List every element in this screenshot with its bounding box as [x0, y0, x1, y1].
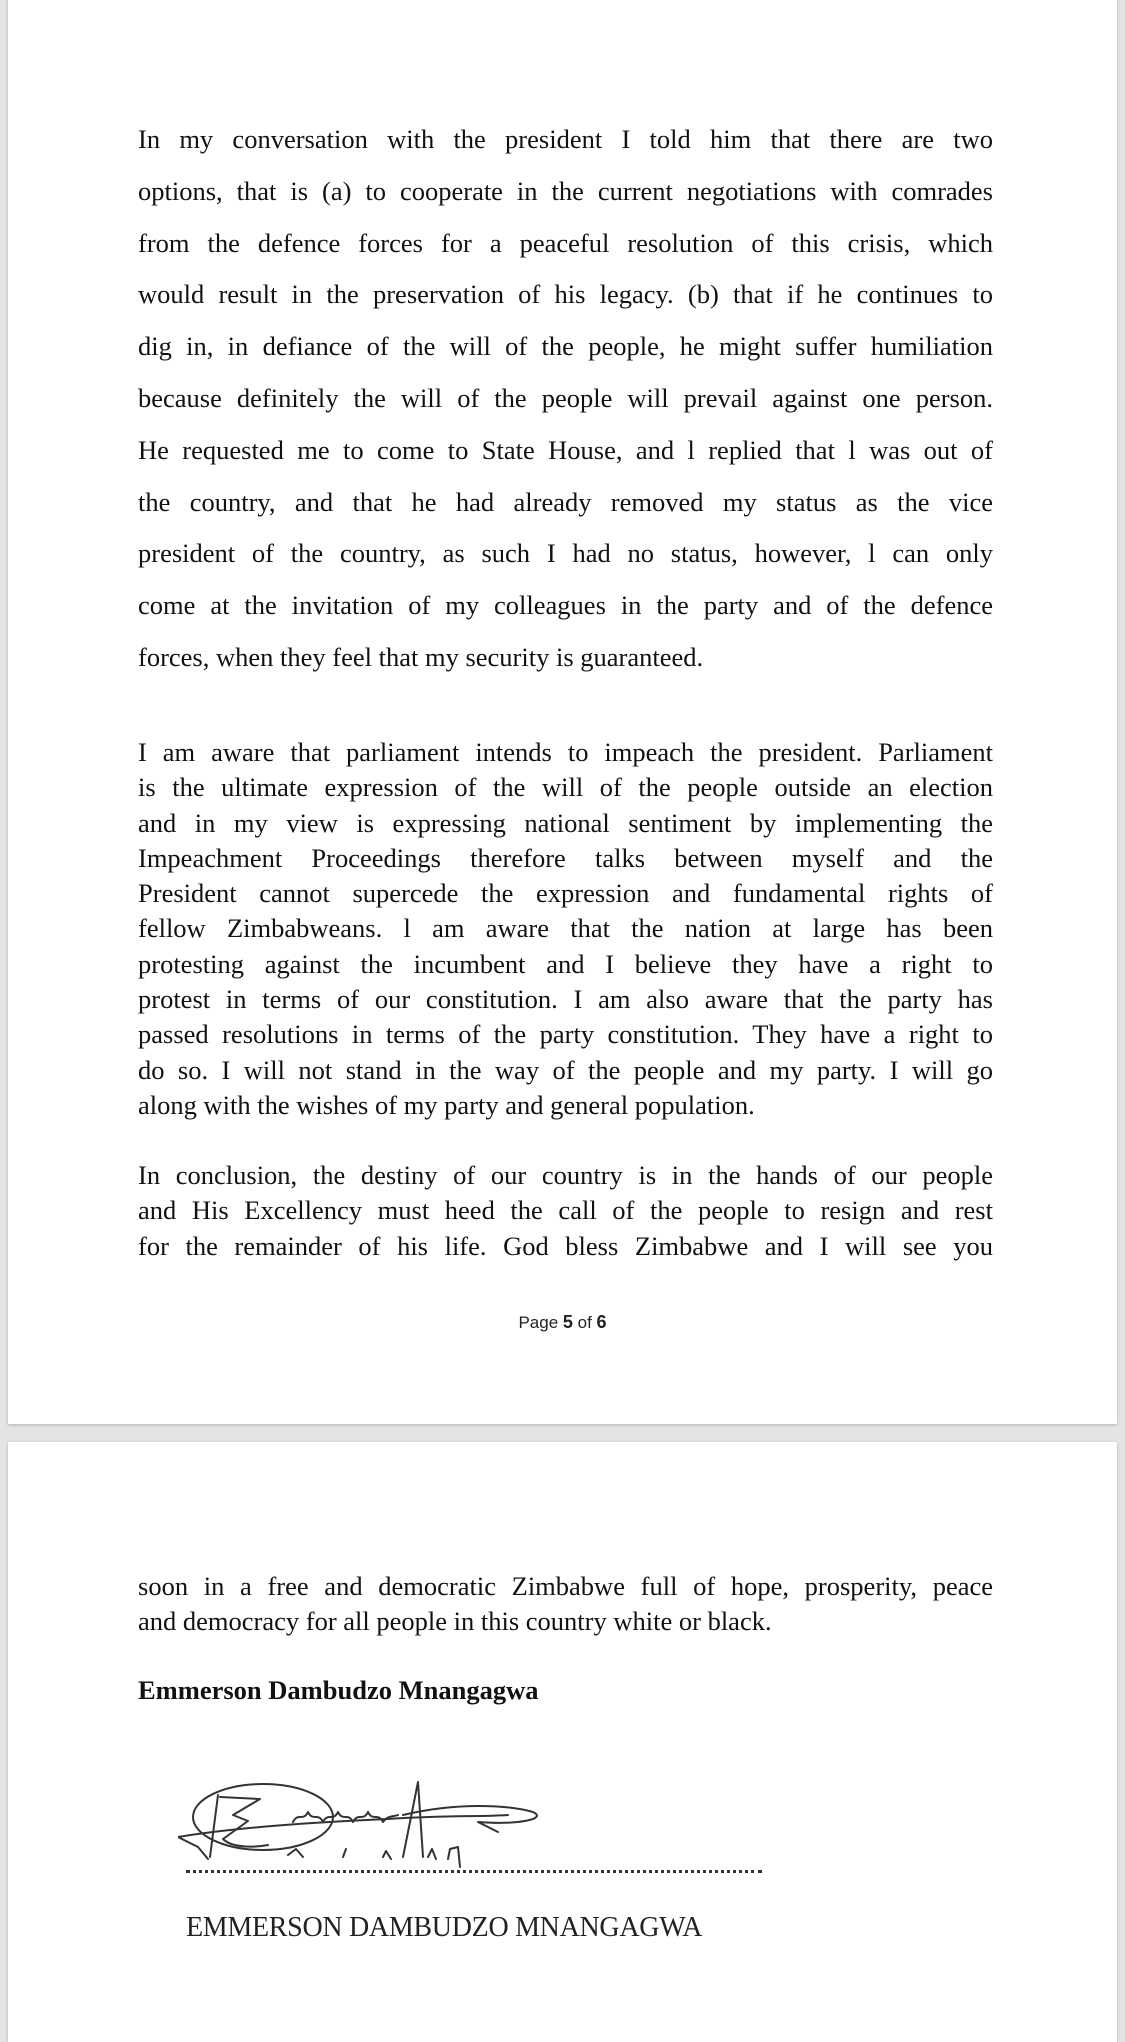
- paragraph-conversation: [138, 114, 993, 684]
- signature-icon: [178, 1777, 618, 1877]
- text-line: from the defence forces for a peaceful resolution of this crisis, which: [138, 227, 993, 258]
- document-page-6: [8, 1442, 1117, 2042]
- text-line: and in my view is expressing national sentiment by implementing the: [138, 807, 993, 838]
- text-line: fellow Zimbabweans. l am aware that the nation at large has been: [138, 913, 993, 944]
- text-line: In conclusion, the destiny of our country is in the hands of our people: [138, 1160, 993, 1190]
- page-label: Page: [518, 1313, 563, 1332]
- text-line: forces, when they feel that my security is guaranteed.: [138, 641, 704, 672]
- signer-name-caps: EMMERSON DAMBUDZO MNANGAGWA: [186, 1912, 703, 1943]
- paragraph-closing: [138, 1569, 993, 1640]
- signer-name-bold: Emmerson Dambudzo Mnangagwa: [138, 1675, 539, 1705]
- text-line: because definitely the will of the people will prevail against one person.: [138, 382, 993, 413]
- text-line: is the ultimate expression of the will of the people outside an election: [138, 772, 993, 803]
- current-page-number: 5: [562, 1312, 573, 1332]
- text-line: Impeachment Proceedings therefore talks between myself and the: [138, 842, 993, 873]
- text-line: would result in the preservation of his legacy. (b) that if he continues to: [138, 279, 993, 310]
- text-line: President cannot supercede the expression and fundamental rights of: [138, 878, 993, 909]
- total-page-count: 6: [596, 1312, 607, 1332]
- text-line: options, that is (a) to cooperate in the current negotiations with comrades: [138, 175, 993, 206]
- paragraph-conclusion: [138, 1158, 993, 1264]
- text-line: In my conversation with the president I told him that there are two: [138, 124, 993, 154]
- text-line: along with the wishes of my party and general population.: [138, 1089, 755, 1120]
- page-of-label: of: [572, 1313, 597, 1332]
- text-line: do so. I will not stand in the way of the people and my party. I will go: [138, 1054, 993, 1085]
- text-line: and His Excellency must heed the call of the people to resign and rest: [138, 1195, 993, 1226]
- text-line: president of the country, as such I had no status, however, l can only: [138, 538, 993, 569]
- paragraph-impeachment: [138, 735, 993, 1123]
- text-line: passed resolutions in terms of the party constitution. They have a right to: [138, 1019, 993, 1050]
- text-line: soon in a free and democratic Zimbabwe full of hope, prosperity, peace: [138, 1571, 993, 1601]
- signature-line: [186, 1870, 762, 1873]
- text-line: for the remainder of his life. God bless Zimbabwe and I will see you: [138, 1230, 993, 1261]
- text-line: the country, and that he had already removed my status as the vice: [138, 486, 993, 517]
- page-number-footer: [8, 1312, 1117, 1333]
- text-line: come at the invitation of my colleagues in the party and of the defence: [138, 590, 993, 621]
- text-line: protesting against the incumbent and I believe they have a right to: [138, 948, 993, 979]
- text-line: dig in, in defiance of the will of the people, he might suffer humiliation: [138, 331, 993, 362]
- text-line: protest in terms of our constitution. I am also aware that the party has: [138, 984, 993, 1015]
- text-line: I am aware that parliament intends to impeach the president. Parliament: [138, 737, 993, 767]
- text-line: and democracy for all people in this country white or black.: [138, 1606, 772, 1637]
- text-line: He requested me to come to State House, and l replied that l was out of: [138, 434, 993, 465]
- document-page-5: [8, 0, 1117, 1424]
